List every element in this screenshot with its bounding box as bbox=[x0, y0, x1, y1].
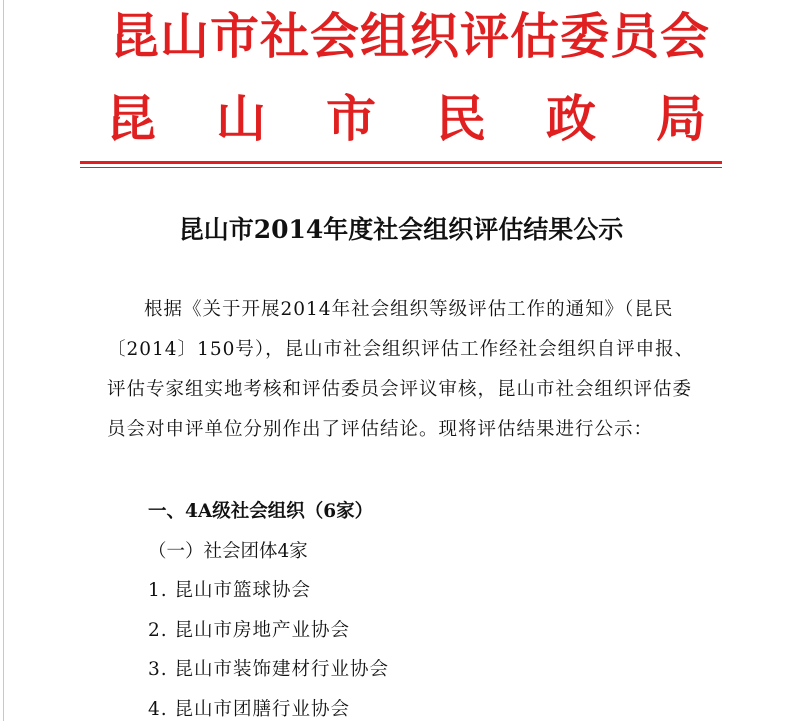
document-title: 昆山市2014年度社会组织评估结果公示 bbox=[178, 215, 624, 244]
header-divider-thin bbox=[80, 167, 722, 168]
department-char: 政 bbox=[546, 89, 596, 148]
list-item: 1. 昆山市篮球协会 bbox=[148, 580, 312, 601]
org-name-heading: 昆山市社会组织评估委员会 bbox=[110, 7, 711, 65]
department-char: 市 bbox=[326, 89, 376, 148]
department-heading bbox=[106, 91, 706, 147]
department-char: 局 bbox=[656, 89, 706, 148]
page-edge-line bbox=[3, 0, 4, 721]
subsection-heading: （一）社会团体4家 bbox=[148, 541, 308, 562]
section-heading: 一、4A级社会组织（6家） bbox=[148, 501, 374, 522]
department-char: 民 bbox=[436, 89, 486, 148]
department-char: 山 bbox=[216, 89, 266, 148]
department-char: 昆 bbox=[106, 89, 156, 148]
header-divider-thick bbox=[80, 161, 722, 164]
intro-paragraph: 根据《关于开展2014年社会组织等级评估工作的通知》（昆民〔2014〕150号），昆山市社会组织评估工作经社会组织自评申报、评估专家组实地考核和评估委员会评议审核，昆山市社会组织评估委员会对申评单位分别作出了评估结论。现将评估结果进行公示： bbox=[107, 299, 695, 440]
list-item: 3. 昆山市装饰建材行业协会 bbox=[148, 659, 390, 680]
list-item: 2. 昆山市房地产业协会 bbox=[148, 620, 351, 641]
list-item: 4. 昆山市团膳行业协会 bbox=[148, 699, 351, 720]
